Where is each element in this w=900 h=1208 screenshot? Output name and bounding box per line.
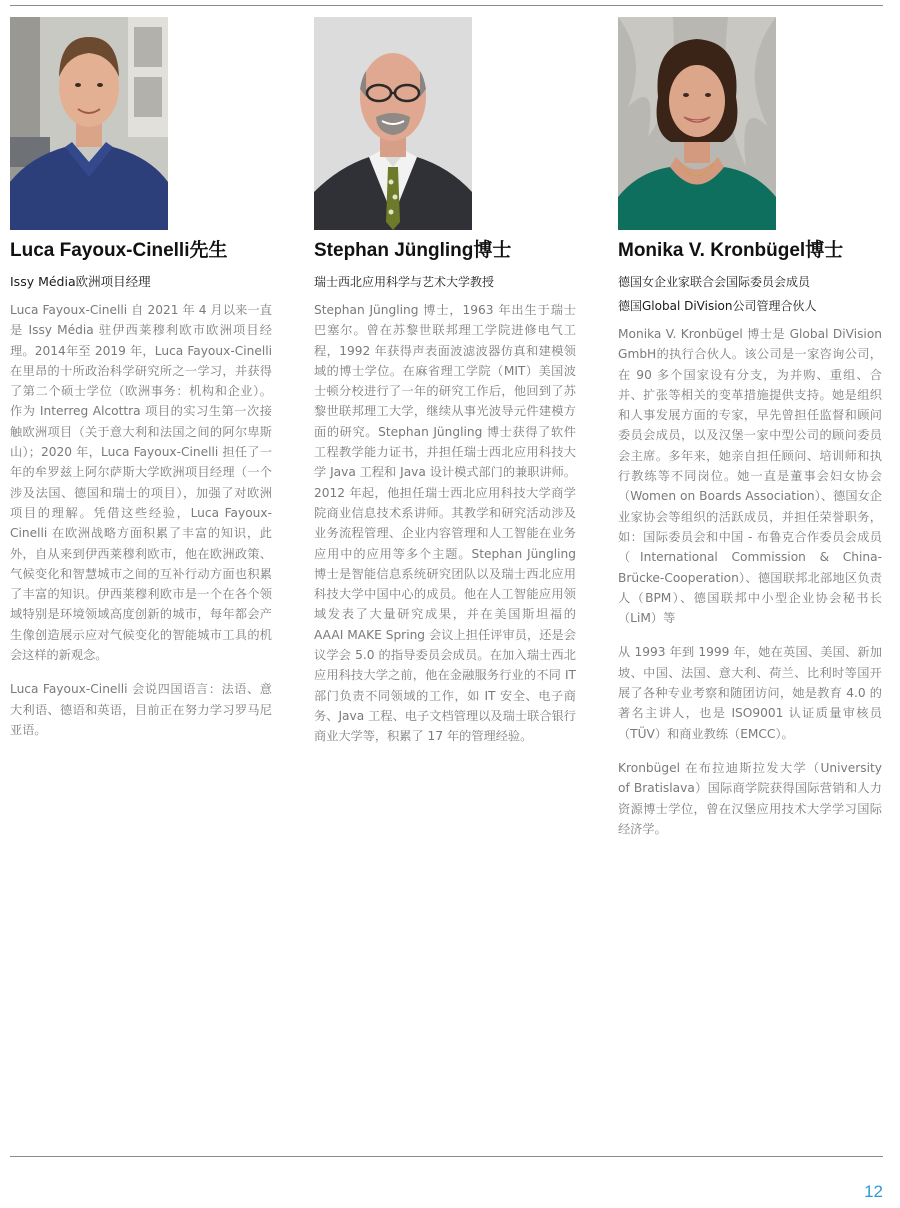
portrait-photo-luca	[10, 17, 168, 230]
top-rule	[10, 5, 883, 6]
bio-paragraph: Luca Fayoux-Cinelli 会说四国语言：法语、意大利语、德语和英语，目前正在努力学习罗马尼亚语。	[10, 682, 272, 737]
bio-paragraph: Luca Fayoux-Cinelli 自 2021 年 4 月以来一直是 Issy Média 驻伊西莱穆利欧市欧洲项目经理。2014年至 2019 年，Luca Fayoux-Cinelli 在里昂的十所政治科学研究所之一学习，并获得了第二个硕士学位（欧洲事务：机构和企业）。作为 Interreg Alcottra 项目的实习生第一次接触欧洲项目（关于意大利和法国之间的阿尔卑斯山）；2020 年，Luca Fayoux-Cinelli 担任了一年的牟罗兹上阿尔萨斯大学欧洲项目经理（一个涉及法国、德国和瑞士的项目），加强了对欧洲项目的理解。凭借这些经验，Luca Fayoux-Cinelli 在欧洲战略方面积累了丰富的知识，此外，自从来到伊西莱穆利欧市，他在欧洲政策、气候变化和智慧城市之间的互补行动方面也积累了丰富的知识。伊西莱穆利欧市是一个在各个领域特别是环境领域高度创新的城市，每年都会产生像创造展示应对气候变化的智能城市工具的机会这样的新观念。	[10, 303, 272, 663]
person-name: Stephan Jüngling博士	[314, 240, 512, 261]
bio-paragraph: 从 1993 年到 1999 年，她在英国、美国、新加坡、中国、法国、意大利、荷兰、比利时等国开展了各种专业考察和随团访问，她是教育 4.0 的著名主讲人，也是 ISO9001 认证质量审核员（TÜV）和商业教练（EMCC）。	[618, 645, 882, 741]
portrait-photo-monika	[618, 17, 776, 230]
person-role: 德国Global DiVision公司管理合伙人	[618, 299, 817, 313]
bio-paragraph: Kronbügel 在布拉迪斯拉发大学（University of Bratislava）国际商学院获得国际营销和人力资源博士学位，曾在汉堡应用技术大学学习国际经济学。	[618, 760, 882, 836]
profile-stephan	[314, 17, 576, 747]
bottom-rule	[10, 1156, 883, 1157]
bio-paragraph: Monika V. Kronbügel 博士是 Global DiVision GmbH的执行合伙人。该公司是一家咨询公司，在 90 多个国家设有分支，为并购、重组、合并、扩张等相关的变革措施提供支持。她是组织和人事发展方面的专家，早先曾担任监督和顾问委员会成员，以及汉堡一家中型公司的顾问委员会主席。多年来，她亲自担任顾问、培训师和执行教练等不同岗位。她一直是董事会妇女协会（Women on Boards Association）、德国女企业家协会等组织的活跃成员，并担任荣誉职务，如：国际委员会和中国 - 布鲁克合作委员会成员（International Commission & China-Brücke-Cooperation）、德国联邦北部地区负责人（BPM）、德国联邦中小型企业协会秘书长（LiM）等	[618, 327, 882, 626]
person-name: Monika V. Kronbügel博士	[618, 240, 844, 261]
person-role: Issy Média欧洲项目经理	[10, 274, 151, 289]
portrait-photo-stephan	[314, 17, 472, 230]
profile-monika	[618, 17, 882, 839]
person-role: 瑞士西北应用科学与艺术大学教授	[314, 275, 495, 289]
person-name: Luca Fayoux-Cinelli先生	[10, 240, 228, 261]
profile-luca	[10, 17, 272, 740]
person-role: 德国女企业家联合会国际委员会成员	[618, 275, 811, 289]
bio-paragraph: Stephan Jüngling 博士，1963 年出生于瑞士巴塞尔。曾在苏黎世联邦理工学院进修电气工程，1992 年获得声表面波滤波器仿真和建模领域的博士学位。在麻省理工学院（MIT）美国波士顿分校进行了一年的研究工作后，他回到了苏黎世联邦理工大学，继续从事光波导元件建模方面的研究。Stephan Jüngling 博士获得了软件工程教学能力证书，并担任瑞士西北应用科技大学 Java 工程和 Java 设计模式部门的兼职讲师。2012 年起，他担任瑞士西北应用科技大学商学院商业信息技术系讲师。其教学和研究活动涉及业务流程管理、企业内容管理和人工智能在业务应用中的应用等多个主题。Stephan Jüngling 博士是智能信息系统研究团队以及瑞士西北应用科技大学中国中心的成员。他在人工智能应用领域发表了大量研究成果，并在美国斯坦福的 AAAI MAKE Spring 会议上担任评审员，还是会议学会 5.0 的指导委员会成员。在加入瑞士西北应用科技大学之前，他在金融服务行业的不同 IT 部门负责不同领域的工作，如 IT 安全、电子商务、Java 工程、电子文档管理以及瑞士联合银行商业大学等，积累了 17 年的管理经验。	[314, 303, 576, 744]
page-number: 12	[864, 1182, 883, 1201]
